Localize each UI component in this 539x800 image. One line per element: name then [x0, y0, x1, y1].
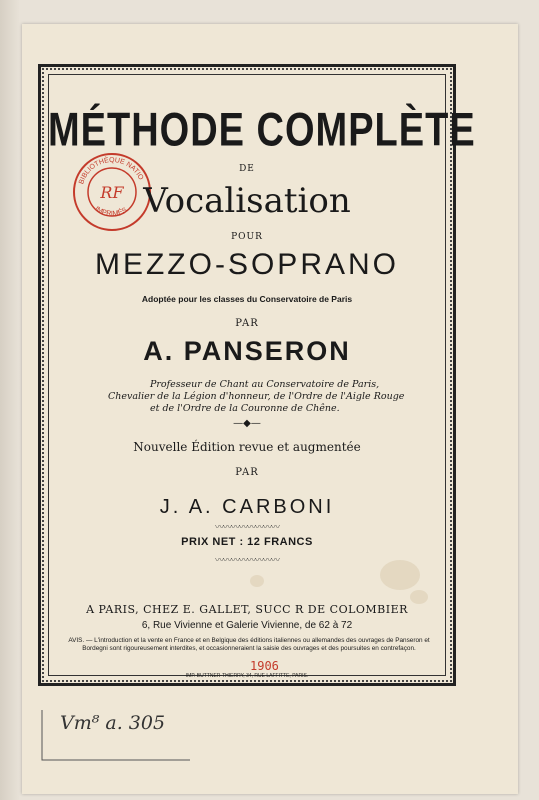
by-label: PAR: [235, 318, 259, 329]
svg-text:BIBLIOTHÈQUE NATIO: BIBLIOTHÈQUE NATIO: [78, 156, 145, 186]
by-label: PAR: [235, 467, 259, 478]
svg-text:RF: RF: [100, 183, 124, 202]
publisher-line: A PARIS, CHEZ E. GALLET, SUCC R DE COLOMBIER: [86, 603, 408, 616]
book-binding-edge: [0, 0, 20, 800]
printer-credit: IMP. BUTTNER-THIERRY, 34, RUE LAFFITTE, PARIS.: [185, 673, 309, 679]
shelfmark: Vm⁸ a. 305: [60, 712, 166, 734]
svg-text:IMPRIMÉS: IMPRIMÉS: [93, 205, 129, 218]
editor-name: J. A. CARBONI: [159, 496, 335, 518]
ornament-divider: —◆—: [233, 418, 261, 429]
title-connector-pour: POUR: [231, 232, 263, 242]
author-title-line: Chevalier de la Légion d'honneur, de l'Ordre de l'Aigle Rouge: [108, 391, 405, 402]
author-title-line: et de l'Ordre de la Couronne de Chêne.: [150, 403, 340, 414]
author-name: A. PANSERON: [143, 336, 351, 366]
legal-notice: AVIS. — L'introduction et la vente en France et en Belgique des éditions italiennes ou allemandes des ouvrages de Panseron et Bordegni sont rigoureusement interdites, et occasionneraient la saisie des ouvrages et des poursuites en contrefaçon.: [68, 637, 430, 652]
wave-ornament: 〰〰〰〰〰〰〰〰: [214, 556, 279, 566]
page-title: MÉTHODE COMPLÈTE: [48, 104, 476, 157]
price: PRIX NET : 12 FRANCS: [181, 536, 313, 548]
publisher-address: 6, Rue Vivienne et Galerie Vivienne, de 62 à 72: [141, 620, 353, 631]
wave-ornament: 〰〰〰〰〰〰〰〰: [214, 523, 279, 533]
acquisition-year: 1906: [250, 659, 279, 673]
subtitle: Vocalisation: [143, 181, 351, 221]
edition-note: Nouvelle Édition revue et augmentée: [133, 440, 361, 454]
title-connector-de: DE: [239, 164, 255, 174]
author-title-line: Professeur de Chant au Conservatoire de Paris,: [150, 379, 380, 390]
voice-type: MEZZO-SOPRANO: [94, 248, 399, 281]
adoption-note: Adoptée pour les classes du Conservatoire de Paris: [141, 294, 353, 304]
